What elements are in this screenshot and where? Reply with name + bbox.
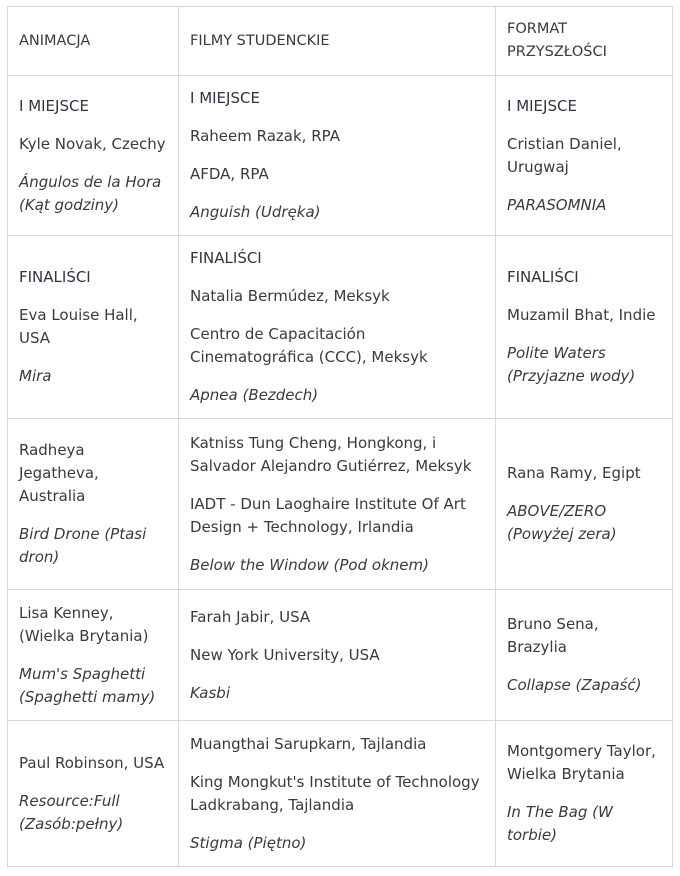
cell-entrant: Muzamil Bhat, Indie [507, 306, 656, 324]
header-student-films: FILMY STUDENCKIE [179, 7, 496, 76]
table-cell [179, 419, 496, 590]
table-cell [179, 590, 496, 721]
cell-film-title: Collapse (Zapaść) [507, 676, 642, 694]
cell-film-title: Ángulos de la Hora (Kąt godziny) [19, 172, 162, 214]
table-row [8, 236, 673, 419]
cell-label: I MIEJSCE [190, 89, 260, 107]
header-row [8, 7, 673, 76]
table-cell [8, 236, 179, 419]
cell-entrant: Rana Ramy, Egipt [507, 464, 641, 482]
table-cell [8, 76, 179, 236]
cell-entrant: Natalia Bermúdez, Meksyk [190, 287, 390, 305]
table-row [8, 590, 673, 721]
cell-label: FINALIŚCI [190, 249, 262, 267]
awards-table [7, 6, 673, 867]
table-cell [179, 721, 496, 867]
cell-school: Centro de Capacitación Cinematográfica (CCC), Meksyk [190, 325, 428, 366]
table-cell [496, 236, 673, 419]
cell-entrant: Bruno Sena, Brazylia [507, 615, 599, 656]
cell-school: New York University, USA [190, 645, 380, 664]
table-cell [496, 721, 673, 867]
cell-film-title: PARASOMNIA [507, 195, 607, 214]
cell-film-title: Apnea (Bezdech) [190, 386, 319, 404]
cell-film-title: Mum's Spaghetti (Spaghetti mamy) [19, 664, 156, 706]
cell-film-title: Bird Drone (Ptasi dron) [19, 525, 147, 566]
cell-film-title: Stigma (Piętno) [190, 833, 307, 852]
cell-label: I MIEJSCE [19, 96, 89, 115]
table-cell [8, 419, 179, 590]
cell-entrant: Radheya Jegatheva, Australia [19, 441, 99, 505]
cell-school: AFDA, RPA [190, 165, 269, 183]
cell-film-title: In The Bag (W torbie) [507, 803, 613, 844]
cell-entrant: Muangthai Sarupkarn, Tajlandia [190, 734, 427, 753]
table-cell [179, 76, 496, 236]
cell-entrant: Cristian Daniel, Urugwaj [507, 134, 622, 176]
header-future-format: FORMAT PRZYSZŁOŚCI [496, 7, 673, 76]
table-row [8, 76, 673, 236]
cell-film-title: ABOVE/ZERO (Powyżej zera) [507, 502, 617, 543]
cell-entrant: Eva Louise Hall, USA [19, 306, 138, 347]
table-row [8, 419, 673, 590]
cell-label: FINALIŚCI [507, 268, 579, 286]
table-cell [8, 590, 179, 721]
table-cell [496, 590, 673, 721]
cell-entrant: Katniss Tung Cheng, Hongkong, i Salvador Alejandro Gutiérrez, Meksyk [190, 433, 472, 475]
cell-entrant: Farah Jabir, USA [190, 607, 311, 626]
header-animation: ANIMACJA [8, 7, 179, 76]
cell-school: IADT - Dun Laoghaire Institute Of Art Design + Technology, Irlandia [190, 494, 466, 536]
cell-film-title: Resource:Full (Zasób:pełny) [19, 791, 124, 833]
table-row [8, 721, 673, 867]
cell-entrant: Raheem Razak, RPA [190, 127, 340, 145]
table-cell [496, 76, 673, 236]
cell-film-title: Anguish (Udręka) [190, 203, 321, 221]
table-cell [8, 721, 179, 867]
cell-label: I MIEJSCE [507, 96, 577, 115]
cell-entrant: Montgomery Taylor, Wielka Brytania [507, 742, 656, 783]
cell-entrant: Lisa Kenney, (Wielka Brytania) [19, 603, 149, 645]
cell-film-title: Mira [19, 367, 52, 385]
cell-label: FINALIŚCI [19, 268, 91, 286]
cell-film-title: Polite Waters (Przyjazne wody) [507, 344, 636, 385]
cell-entrant: Paul Robinson, USA [19, 753, 165, 772]
cell-film-title: Kasbi [190, 683, 230, 702]
table-cell [179, 236, 496, 419]
cell-school: King Mongkut's Institute of Technology Ladkrabang, Tajlandia [190, 772, 480, 814]
table-cell [496, 419, 673, 590]
cell-entrant: Kyle Novak, Czechy [19, 134, 166, 153]
cell-film-title: Below the Window (Pod oknem) [190, 555, 429, 574]
